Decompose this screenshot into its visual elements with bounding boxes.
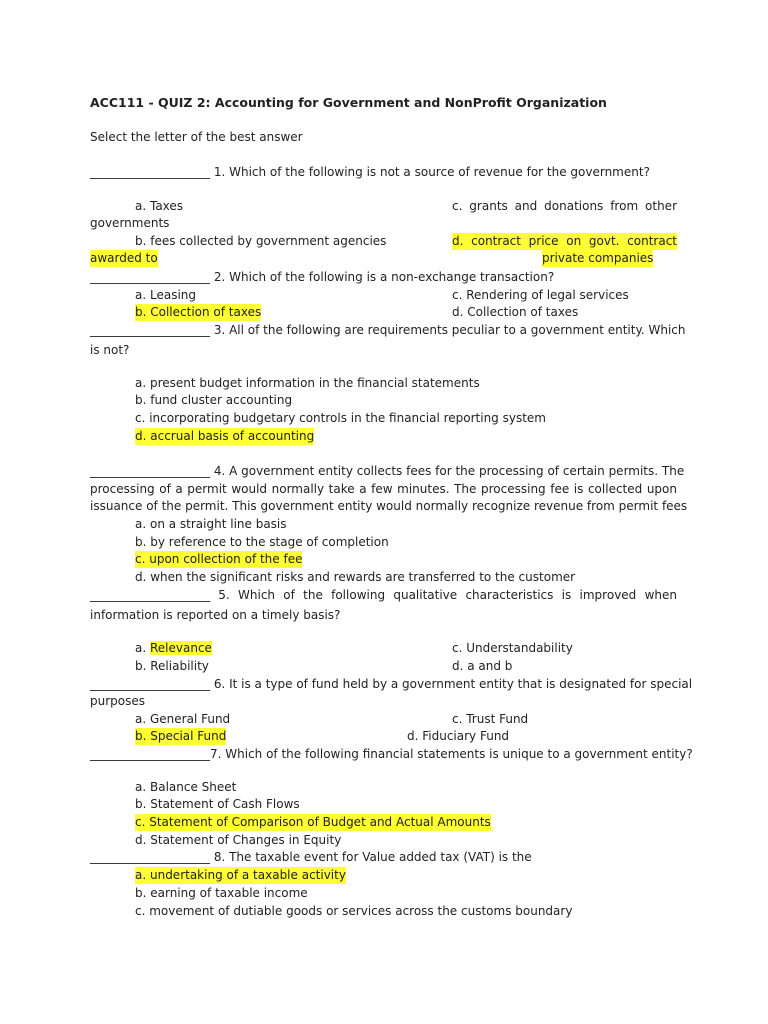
q1-option-a: a. Taxes xyxy=(135,199,184,213)
question-5 xyxy=(90,587,677,604)
question-6 xyxy=(90,676,693,693)
q5-option-a xyxy=(135,640,212,657)
question-3-cont: is not? xyxy=(90,343,130,357)
question-6-text: 6. It is a type of fund held by a government entity that is designated for special xyxy=(213,677,693,691)
q2-option-b: b. Collection of taxes xyxy=(135,305,262,319)
question-2 xyxy=(90,269,554,286)
q5-option-a-letter: a. xyxy=(135,641,147,655)
question-4-text: 4. A government entity collects fees for the processing of certain permits. The xyxy=(213,464,685,478)
answer-blank: ____________________ xyxy=(90,588,210,602)
answer-blank: ____________________ xyxy=(90,850,210,864)
question-3-text: 3. All of the following are requirements peculiar to a government entity. Which xyxy=(213,323,686,337)
q4-option-b: b. by reference to the stage of completion xyxy=(135,535,389,549)
answer-blank: ____________________ xyxy=(90,165,210,179)
q3-option-b: b. fund cluster accounting xyxy=(135,393,293,407)
question-1 xyxy=(90,164,650,181)
q1-option-c: c. grants and donations from other xyxy=(452,199,677,213)
q4-option-d: d. when the significant risks and rewards are transferred to the customer xyxy=(135,570,576,584)
q8-option-c: c. movement of dutiable goods or services across the customs boundary xyxy=(135,904,573,918)
question-5-text: 5. Which of the following qualitative characteristics is improved when xyxy=(218,588,677,602)
q5-option-d: d. a and b xyxy=(452,659,513,673)
answer-blank: ____________________ xyxy=(90,464,210,478)
question-5-cont: information is reported on a timely basis? xyxy=(90,608,341,622)
question-4 xyxy=(90,463,685,480)
q1-option-b: b. fees collected by government agencies xyxy=(135,234,387,248)
q4-option-a: a. on a straight line basis xyxy=(135,517,287,531)
question-6-cont: purposes xyxy=(90,694,146,708)
q1-option-d-cont2: private companies xyxy=(542,251,654,265)
q4-option-c: c. upon collection of the fee xyxy=(135,552,303,566)
q7-option-d: d. Statement of Changes in Equity xyxy=(135,833,342,847)
q7-option-a: a. Balance Sheet xyxy=(135,780,237,794)
instruction: Select the letter of the best answer xyxy=(90,130,303,144)
quiz-title: ACC111 - QUIZ 2: Accounting for Government and NonProfit Organization xyxy=(90,95,607,110)
answer-blank: ____________________ xyxy=(90,747,210,761)
q5-option-b: b. Reliability xyxy=(135,659,209,673)
q2-option-c: c. Rendering of legal services xyxy=(452,288,629,302)
q6-option-d: d. Fiduciary Fund xyxy=(407,729,510,743)
question-2-text: 2. Which of the following is a non-exchange transaction? xyxy=(213,270,555,284)
question-3 xyxy=(90,322,686,339)
question-8-text: 8. The taxable event for Value added tax (VAT) is the xyxy=(213,850,532,864)
q6-option-a: a. General Fund xyxy=(135,712,231,726)
q1-option-d: d. contract price on govt. contract xyxy=(452,234,677,248)
q1-option-c-cont: governments xyxy=(90,216,170,230)
q5-option-a-text: Relevance xyxy=(150,641,212,655)
answer-blank: ____________________ xyxy=(90,270,210,284)
q7-option-c: c. Statement of Comparison of Budget and Actual Amounts xyxy=(135,815,491,829)
q8-option-b: b. earning of taxable income xyxy=(135,886,308,900)
q6-option-b: b. Special Fund xyxy=(135,729,227,743)
answer-blank: ____________________ xyxy=(90,323,210,337)
question-1-text: 1. Which of the following is not a source of revenue for the government? xyxy=(213,165,650,179)
q3-option-d: d. accrual basis of accounting xyxy=(135,429,315,443)
q2-option-d: d. Collection of taxes xyxy=(452,305,579,319)
question-7-text: 7. Which of the following financial statements is unique to a government entity? xyxy=(210,747,693,761)
q2-option-a: a. Leasing xyxy=(135,288,197,302)
q5-option-c: c. Understandability xyxy=(452,641,573,655)
question-8 xyxy=(90,849,532,866)
q8-option-a: a. undertaking of a taxable activity xyxy=(135,868,346,882)
q1-option-d-cont: awarded to xyxy=(90,251,158,265)
q3-option-a: a. present budget information in the financial statements xyxy=(135,376,480,390)
question-4-cont2: issuance of the permit. This government entity would normally recognize revenue from permit fees xyxy=(90,499,688,513)
answer-blank: ____________________ xyxy=(90,677,210,691)
q7-option-b: b. Statement of Cash Flows xyxy=(135,797,300,811)
q6-option-c: c. Trust Fund xyxy=(452,712,529,726)
question-7 xyxy=(90,746,693,763)
q3-option-c: c. incorporating budgetary controls in the financial reporting system xyxy=(135,411,546,425)
question-4-cont: processing of a permit would normally take a few minutes. The processing fee is collected upon xyxy=(90,482,677,496)
